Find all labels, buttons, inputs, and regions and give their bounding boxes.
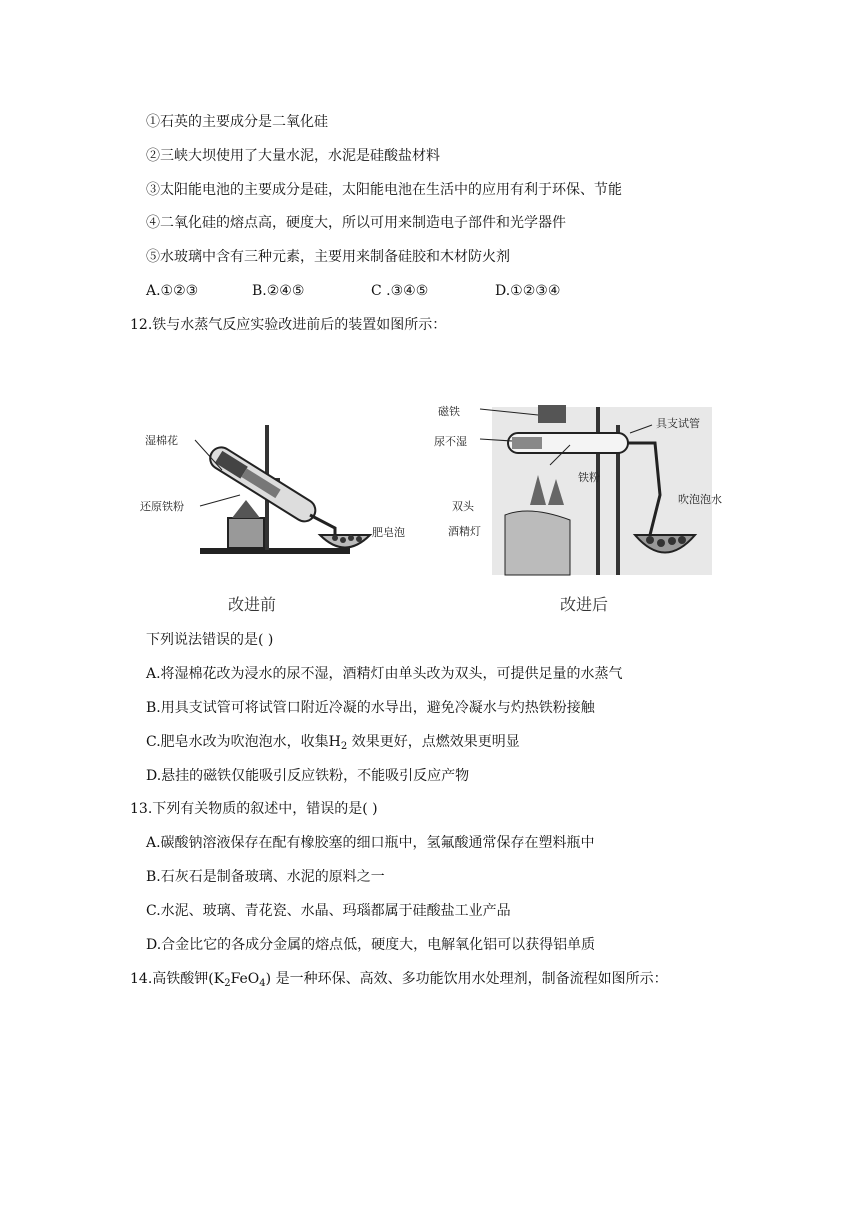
- label-reduced-iron: 还原铁粉: [140, 500, 184, 513]
- q12-option-c-text: C.肥皂水改为吹泡泡水，收集: [146, 734, 329, 750]
- apparatus-after-diagram: [420, 395, 740, 585]
- q11-option-a: A.①②③: [146, 283, 199, 299]
- q13-option-c: C.水泥、玻璃、青花瓷、水晶、玛瑙都属于硅酸盐工业产品: [146, 903, 511, 919]
- q12-stem: 12.铁与水蒸气反应实验改进前后的装置如图所示：: [130, 317, 447, 333]
- q13-option-d: D.合金比它的各成分金属的熔点低，硬度大，电解氧化铝可以获得铝单质: [146, 937, 596, 953]
- q14-stem-suffix: ) 是一种环保、高效、多功能饮用水处理剂，制备流程如图所示：: [265, 971, 668, 987]
- figure-before-improvement: [140, 400, 405, 614]
- label-soap-bubble: 肥皂泡: [372, 526, 405, 539]
- caption-after: 改进后: [560, 595, 609, 614]
- label-magnet: 磁铁: [438, 405, 460, 418]
- q12-option-b: B.用具支试管可将试管口附近冷凝的水导出，避免冷凝水与灼热铁粉接触: [146, 700, 595, 716]
- q12-option-a: A.将湿棉花改为浸水的尿不湿，酒精灯由单头改为双头，可提供足量的水蒸气: [146, 666, 623, 682]
- q12-option-c-tail: 效果更好，点燃效果更明显: [347, 734, 520, 750]
- caption-before: 改进前: [228, 595, 277, 614]
- label-iron-powder: 铁粉: [578, 471, 600, 484]
- label-alcohol-lamp: 酒精灯: [448, 525, 481, 538]
- label-double-head: 双头: [452, 500, 474, 513]
- apparatus-before-diagram: [140, 400, 405, 590]
- q14-stem-mid: FeO: [230, 971, 260, 987]
- q13-option-a: A.碳酸钠溶液保存在配有橡胶塞的细口瓶中，氢氟酸通常保存在塑料瓶中: [146, 835, 595, 851]
- q12-option-c-formula: H: [328, 734, 341, 750]
- q11-item-1: ①石英的主要成分是二氧化硅: [146, 114, 328, 130]
- q12-question: 下列说法错误的是( ): [146, 632, 274, 648]
- figure-after-improvement: [420, 395, 740, 615]
- q14-stem: [130, 970, 668, 993]
- q14-sub-2: 4: [259, 978, 266, 989]
- label-wet-cotton: 湿棉花: [145, 434, 178, 447]
- q11-item-5: ⑤水玻璃中含有三种元素，主要用来制备硅胶和木材防火剂: [146, 249, 510, 265]
- q12-option-c-sub: 2: [340, 741, 348, 752]
- q13-stem: 13.下列有关物质的叙述中，错误的是( ): [130, 801, 378, 817]
- q11-option-c: C .③④⑤: [371, 283, 429, 299]
- q12-option-c: [146, 733, 520, 756]
- q13-option-b: B.石灰石是制备玻璃、水泥的原料之一: [146, 869, 385, 885]
- label-diaper: 尿不湿: [434, 435, 467, 448]
- q11-option-b: B.②④⑤: [252, 283, 305, 299]
- label-branched-tube: 具支试管: [656, 417, 700, 430]
- q11-item-2: ②三峡大坝使用了大量水泥，水泥是硅酸盐材料: [146, 148, 440, 164]
- q11-item-4: ④二氧化硅的熔点高，硬度大，所以可用来制造电子部件和光学器件: [146, 215, 566, 231]
- q12-option-d: D.悬挂的磁铁仅能吸引反应铁粉，不能吸引反应产物: [146, 768, 470, 784]
- label-bubble-water: 吹泡泡水: [678, 493, 722, 506]
- q11-option-d: D.①②③④: [495, 283, 561, 299]
- q11-item-3: ③太阳能电池的主要成分是硅，太阳能电池在生活中的应用有利于环保、节能: [146, 182, 622, 198]
- q14-sub-1: 2: [224, 978, 231, 989]
- q14-stem-prefix: 14.高铁酸钾(K: [130, 971, 225, 987]
